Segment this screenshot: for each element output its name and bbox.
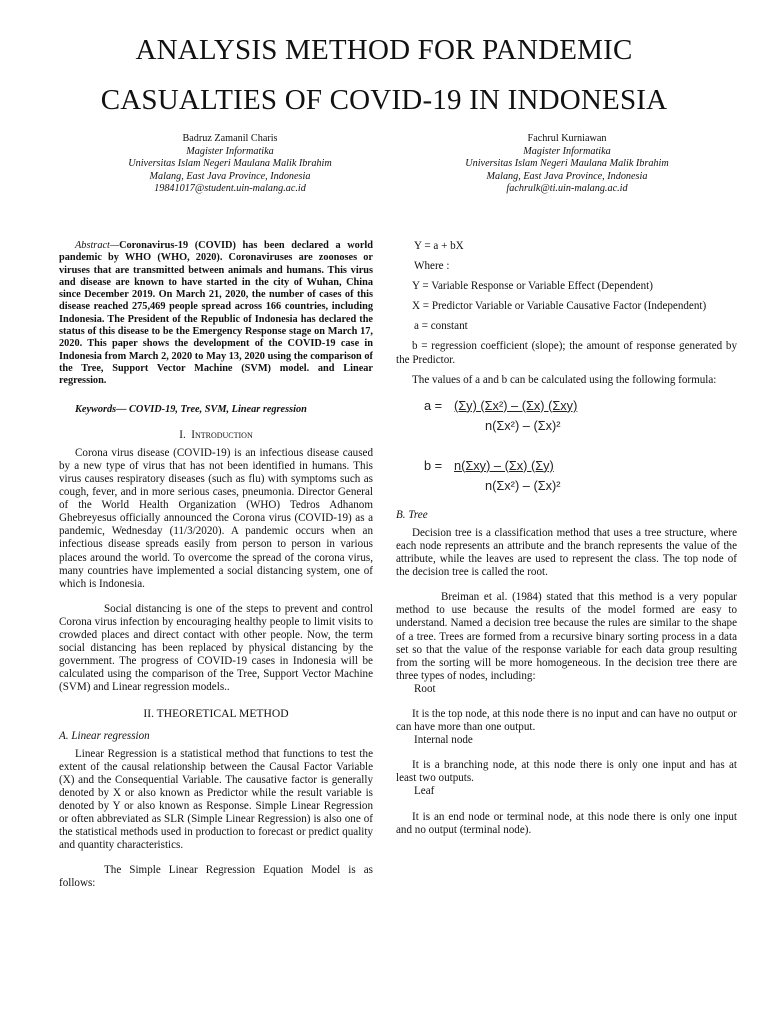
subsection-heading-tree: B. Tree bbox=[396, 508, 428, 521]
linreg-paragraph-2: The Simple Linear Regression Equation Model is as follows: bbox=[59, 864, 373, 890]
author-role: Magister Informatika bbox=[186, 145, 274, 157]
author-role: Magister Informatika bbox=[523, 145, 611, 157]
author-block-1 bbox=[95, 133, 365, 196]
author-affiliation: Universitas Islam Negeri Maulana Malik Ibrahim bbox=[128, 158, 332, 170]
node-type-leaf-text: It is an end node or terminal node, at this node there is only one input and no output (terminal node). bbox=[396, 810, 737, 836]
author-email: fachrulk@ti.uin-malang.ac.id bbox=[506, 183, 628, 195]
formula-intro: The values of a and b can be calculated using the following formula: bbox=[412, 373, 717, 386]
a-definition: a = constant bbox=[414, 320, 468, 333]
b-definition: b = regression coefficient (slope); the amount of response generated by the Predictor. bbox=[396, 340, 737, 366]
formula-a-denominator: n(Σx²) – (Σx)² bbox=[485, 417, 561, 433]
left-column bbox=[59, 240, 373, 891]
abstract-text: Coronavirus-19 (COVID) has been declared a world pandemic by WHO (WHO, 2020). Coronaviruses are zoonoses or viruses that are transmitted between animals and humans. This virus and disease are known to have started in the city of Wuhan, China since December 2019. On March 21, 2020, the number of cases of this disease reached 275,469 people spread across 166 countries, including Indonesia. The President of the Republic of Indonesia has declared the status of this disease to be the Emergency Response stage on March 17, 2020. This paper shows the development of the COVID-19 case in Indonesia from March 2, 2020 to May 13, 2020 using the comparison of the Tree, Support Vector Machine (SVM) model. and Linear regression. bbox=[59, 240, 373, 387]
author-name: Badruz Zamanil Charis bbox=[182, 133, 278, 144]
paper-title-line-1: ANALYSIS METHOD FOR PANDEMIC bbox=[135, 34, 633, 66]
author-name: Fachrul Kurniawan bbox=[527, 133, 607, 144]
formula-block bbox=[396, 399, 737, 509]
subsection-heading-linear-regression: A. Linear regression bbox=[59, 729, 150, 742]
formula-a-numerator: (Σy) (Σx²) – (Σx) (Σxy) bbox=[454, 397, 578, 413]
author-affiliation: Universitas Islam Negeri Maulana Malik Ibrahim bbox=[465, 158, 669, 170]
intro-paragraph-2: Social distancing is one of the steps to prevent and control Corona virus infection by encouraging healthy people to limit visits to crowded places and direct contact with other people. Now, the term social distancing has been replaced by physical distancing by the government. The progress of COVID-19 cases in Indonesia will be calculated using the comparison of the Tree, Support Vector Machine (SVM) and Linear regression models.. bbox=[59, 602, 373, 694]
node-type-root-label: Root bbox=[414, 682, 436, 695]
abstract-label: Abstract— bbox=[75, 240, 120, 251]
intro-paragraph-1: Corona virus disease (COVID-19) is an infectious disease caused by a new type of virus that has not been identified in humans. This virus causes respiratory diseases (such as flu) with symptoms such as cough, fever, and in more serious cases, pneumonia. Director General of the World Health Organization (WHO) Tedros Adhanom Ghebreyesus officially announced the Corona virus (COVID-19) as a pandemic, Wednesday (11/3/2020). A pandemic occurs when an infectious disease spreads easily from person to person in various places around the world. To overcome the spread of the corona virus, many countries have implemented a social distancing system, one of which is Indonesia. bbox=[59, 446, 373, 590]
abstract bbox=[59, 240, 373, 388]
right-column bbox=[396, 240, 737, 837]
keywords: Keywords— COVID-19, Tree, SVM, Linear regression bbox=[75, 403, 307, 415]
section-title: Introduction bbox=[191, 428, 253, 441]
section-heading-introduction bbox=[59, 429, 373, 442]
author-location: Malang, East Java Province, Indonesia bbox=[486, 170, 648, 182]
node-type-internal-text: It is a branching node, at this node there is only one input and has at least two outputs. bbox=[396, 759, 737, 785]
formula-b-lhs: b = bbox=[424, 457, 443, 473]
node-type-leaf-label: Leaf bbox=[414, 785, 435, 798]
formula-b-numerator: n(Σxy) – (Σx) (Σy) bbox=[454, 457, 554, 473]
section-heading-theoretical-method: II. THEORETICAL METHOD bbox=[143, 707, 289, 721]
author-location: Malang, East Java Province, Indonesia bbox=[149, 170, 311, 182]
node-type-internal-label: Internal node bbox=[414, 734, 473, 747]
node-type-root-text: It is the top node, at this node there is no input and can have no output or can have more than one output. bbox=[396, 707, 737, 734]
y-definition: Y = Variable Response or Variable Effect (Dependent) bbox=[412, 280, 653, 293]
tree-paragraph-1: Decision tree is a classification method that uses a tree structure, where each node represents an attribute and the branch represents the value of the attribute, while the leaves are used to represent the class. The top node of the decision tree is called the root. bbox=[396, 526, 737, 579]
author-block-2 bbox=[432, 133, 702, 196]
section-number: I. bbox=[179, 428, 186, 441]
where-label: Where : bbox=[414, 260, 450, 273]
formula-b-denominator: n(Σx²) – (Σx)² bbox=[485, 477, 561, 493]
linreg-paragraph-1: Linear Regression is a statistical method that functions to test the extent of the causal relationship between the Causal Factor Variable (X) and the Consequential Variable. The causative factor is generally denoted by X or also known as Predictor while the result variable is denoted by Y or also known as Response. Simple Linear Regression or often abbreviated as SLR (Simple Linear Regression) is also one of the statistical methods used in production to forecast or predict quality and quantity characteristics. bbox=[59, 747, 373, 852]
tree-paragraph-2: Breiman et al. (1984) stated that this method is a very popular method to use because the results of the model formed are easy to understand. Named a decision tree because the rules are similar to the shape of a tree. Trees are formed from a recursive binary sorting process in a data set so that the value of the response variable for each data group resulting from the sorting will be more homogeneous. In the decision tree there are three types of nodes, including: bbox=[396, 591, 737, 682]
formula-a-lhs: a = bbox=[424, 397, 443, 413]
paper-title-line-2: CASUALTIES OF COVID-19 IN INDONESIA bbox=[100, 84, 668, 116]
x-definition: X = Predictor Variable or Variable Causative Factor (Independent) bbox=[412, 300, 707, 313]
author-email: 19841017@student.uin-malang.ac.id bbox=[154, 183, 306, 195]
regression-equation: Y = a + bX bbox=[414, 240, 464, 252]
